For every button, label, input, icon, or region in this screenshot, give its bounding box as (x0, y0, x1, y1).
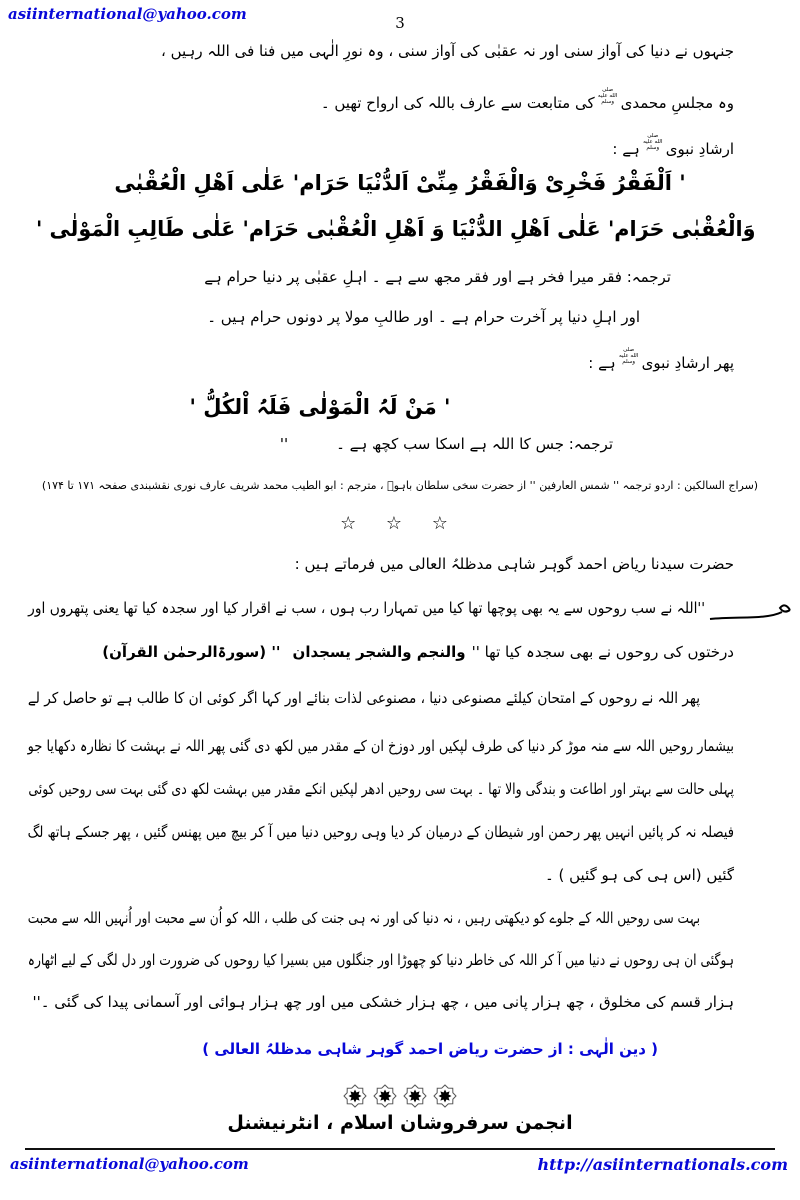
hadith2-arabic: ' مَنْ لَہُ الْمَوْلٰی فَلَہُ اْلکُلُّ ' (189, 395, 451, 419)
ornament-stars-row (0, 1084, 800, 1108)
quote-attribution: ( دین الٰہی : از حضرت ریاض احمد گوہر شاہی مدظلہُ العالی ) (202, 1040, 658, 1058)
ornament-star-icon (373, 1084, 397, 1108)
intro-line-2 (28, 87, 734, 115)
quran-reference: '' (سورۃالرحمٰن القرآن) (102, 643, 281, 661)
quote-p3-line-3: ہزار قسم کی مخلوق ، چھ ہزار پانی میں ، چھ ہزار خشکی میں اور چھ ہزار ہوائی اور آسمانی پیدا کی گئی ۔'' (32, 993, 734, 1011)
hadith1-arabic-line-2: وَالْعُقْبٰی حَرَام' عَلٰی اَھْلِ الدُّنْیَا وَ اَھْلِ الْعُقْبٰی حَرَام' عَلٰی طَالِبِ الْمَوْلٰی ' (35, 217, 756, 241)
hadith2-translation-text: ترجمہ: جس کا اللہ ہے اسکا سب کچھ ہے ۔ (336, 435, 613, 453)
hadith1-lead-text: ارشادِ نبوی (665, 140, 734, 159)
header-email-link[interactable]: asiinternational@yahoo.com (8, 5, 247, 23)
quote-p1-line-2-text: درختوں کی روحوں نے بھی سجدہ کیا تھا '' (471, 643, 734, 661)
quote-p1-line-1: ''اللہ نے سب روحوں سے یہ بھی پوچھا تھا کیا میں تمہارا رب ہوں ، سب نے اقرار کیا اور سجدہ کیا تھا یعنی پتھروں اور (28, 599, 706, 617)
section-divider-stars: ☆ ☆ ☆ (340, 513, 460, 534)
ornament-star-icon (343, 1084, 367, 1108)
quran-verse: والنجم والشجر یسجدان (292, 643, 466, 661)
intro-line-2-text: وہ مجلسِ محمدی (620, 94, 734, 113)
hadith1-translation-line-1: ترجمہ: فقر میرا فخر ہے اور فقر مجھ سے ہے ۔ اہلِ عقبٰی پر دنیا حرام ہے (204, 268, 671, 286)
organization-title: انجمن سرفروشان اسلام ، انٹرنیشنل (227, 1112, 573, 1134)
quote-p2-line-5: گئیں (اس ہی کی ہو گئیں ) ۔ (544, 866, 734, 884)
quote-p3-line-1: بہت سی روحیں اللہ کے جلوے کو دیکھتی رہیں ، نہ دنیا کی اور نہ ہی جنت کی طلب ، اللہ کو اُن سے محبت اور اُنہیں اللہ سے محبت (27, 909, 700, 927)
hadith2-lead-text: پھر ارشادِ نبوی (641, 354, 734, 373)
hadith2-translation (28, 433, 613, 456)
hadith1-lead-text-2: ہے : (612, 140, 640, 159)
ornament-star-icon (433, 1084, 457, 1108)
quote-p2-line-4: فیصلہ نہ کر پائیں انہیں پھر رحمن اور شیطان کے درمیان کر دیا وہی روحیں دنیا میں آ کر بیچ میں پھنس گئیں ، پھر جسکے ہاتھ لگ (27, 823, 735, 841)
quote-p2-line-3: پہلی حالت سے بہتر اور اطاعت و بندگی والا تھا ۔ بہت سی روحیں ادھر لپکیں انکے مقدر میں بہشت لکھ دی گئی بہت سی روحیں کوئی (28, 780, 735, 798)
hadith2-lead (28, 347, 734, 375)
footer-website-link[interactable]: http://asiinternationals.com (537, 1155, 788, 1174)
calligraphic-swash-icon (708, 600, 794, 626)
footer-email-link[interactable]: asiinternational@yahoo.com (10, 1155, 249, 1173)
page-number: 3 (395, 14, 405, 32)
hadith1-translation-line-2: اور اہلِ دنیا پر آخرت حرام ہے ۔ اور طالبِ مولا پر دونوں حرام ہیں ۔ (207, 308, 640, 326)
saw-honorific-icon: صلى الله عليه وسلم (618, 347, 639, 366)
quote-p2-line-2: بیشمار روحیں اللہ سے منہ موڑ کر دنیا کی طرف لپکیں اور دوزخ ان کے مقدر میں لکھ دی گئی پھر اللہ نے بہشت کا نظارہ دکھایا جو (27, 737, 734, 755)
footer-divider-rule (25, 1148, 775, 1150)
saw-honorific-icon: صلى الله عليه وسلم (643, 133, 663, 152)
saw-honorific-icon: صلى الله عليه وسلم (597, 87, 618, 106)
quote-intro: حضرت سیدنا ریاض احمد گوہر شاہی مدظلہُ العالی میں فرماتے ہیں : (294, 555, 734, 573)
hadith1-lead (28, 133, 734, 161)
ornament-star-icon (403, 1084, 427, 1108)
quote-p3-line-2: ہوگئی ان ہی روحوں نے دنیا میں آ کر اللہ کی خاطر دنیا کو چھوڑا اور جنگلوں میں بسیرا کیا روحوں کی ضرورت اور دل لگی کے لیے اٹھارہ (27, 951, 734, 969)
source-citation: (سراج السالکین : اردو ترجمہ '' شمس العارفین '' از حضرت سخی سلطان باہوؒ ، مترجم : ابو الطیب محمد شریف عارف نوری نقشبندی صفحہ ۱۷۱ تا ۱۷۴) (41, 479, 759, 492)
intro-line-1: جنہوں نے دنیا کی آواز سنی اور نہ عقبٰی کی آواز سنی ، وہ نورِ الٰہی میں فنا فی اللہ رہیں ، (160, 42, 734, 60)
intro-line-2-text-2: کی متابعت سے عارف باللہ کی ارواح تھیں ۔ (320, 94, 595, 113)
quote-p2-line-1: پھر اللہ نے روحوں کے امتحان کیلئے مصنوعی دنیا ، مصنوعی لذات بنائے اور کہا اگر کوئی ان کا طالب ہے تو حاصل کر لے (27, 689, 701, 707)
quote-p1-line-2 (28, 641, 734, 664)
hadith1-arabic-line-1: ' اَلْفَقْرُ فَخْرِیْ وَالْفَقْرُ مِنِّیْ اَلدُّنْیَا حَرَام' عَلٰی اَھْلِ الْعُقْبٰی (114, 171, 686, 195)
closing-quote-mark: '' (279, 435, 289, 453)
hadith2-lead-text-2: ہے : (588, 354, 616, 373)
